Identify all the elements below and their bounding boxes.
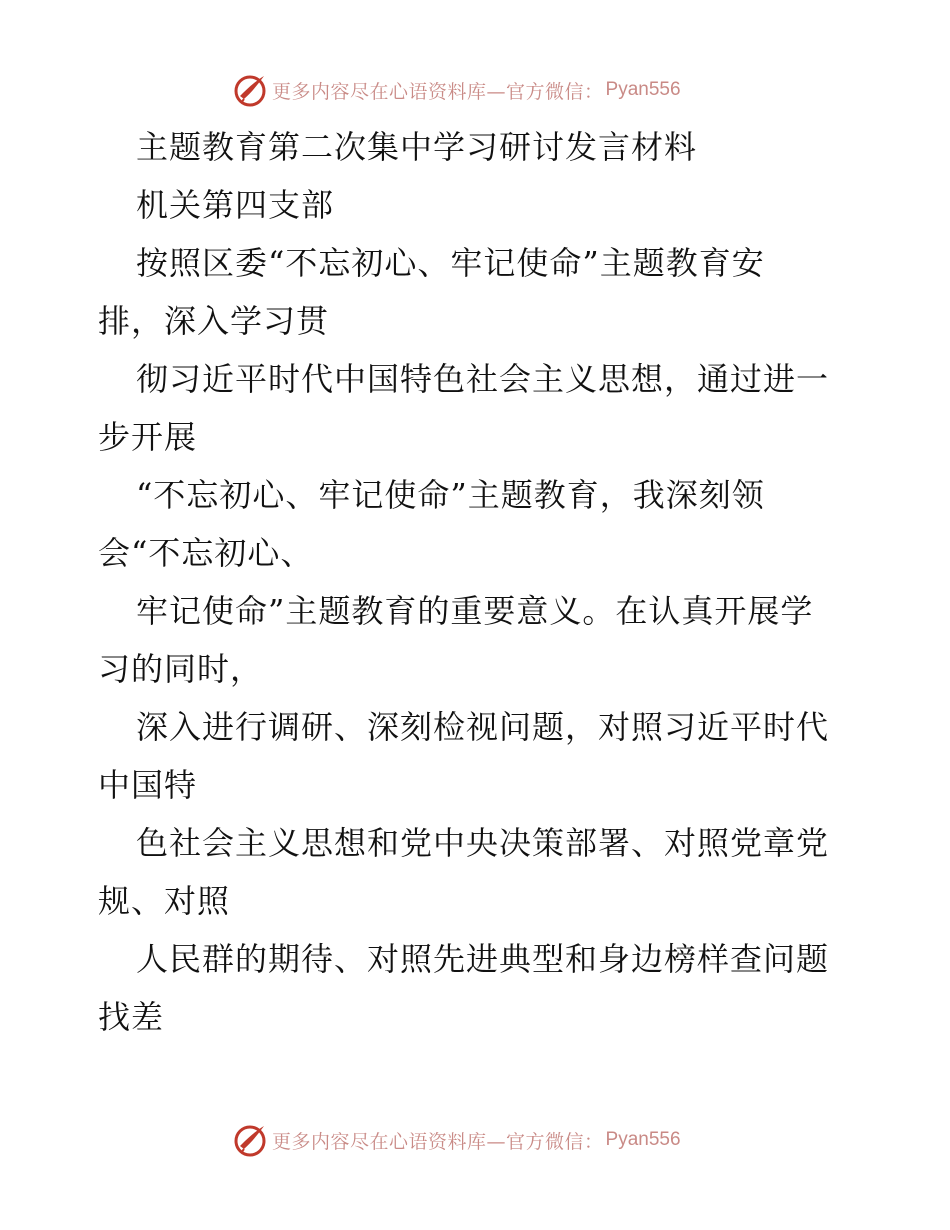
- document-line: 规、对照: [98, 882, 231, 920]
- header-watermark: [232, 72, 681, 108]
- document-line: “不忘初心、牢记使命”主题教育，我深刻领: [136, 476, 765, 514]
- document-line: 排，深入学习贯: [98, 302, 330, 340]
- document-line: 深入进行调研、深刻检视问题，对照习近平时代: [136, 708, 830, 746]
- document-line: 按照区委“不忘初心、牢记使命”主题教育安: [136, 244, 765, 282]
- document-title: 主题教育第二次集中学习研讨发言材料: [136, 128, 698, 166]
- document-body: [98, 118, 858, 1046]
- document-line: 中国特: [98, 766, 198, 804]
- document-line: 彻习近平时代中国特色社会主义思想，通过进一: [136, 360, 830, 398]
- quill-logo-icon: [232, 1122, 268, 1158]
- document-line: 会“不忘初心、: [98, 534, 314, 572]
- quill-logo-icon: [232, 72, 268, 108]
- watermark-wechat-id: Pyan556: [605, 79, 681, 100]
- document-line: 习的同时，: [98, 650, 264, 688]
- document-line: 色社会主义思想和党中央决策部署、对照党章党: [136, 824, 830, 862]
- document-line: 机关第四支部: [136, 186, 335, 224]
- footer-watermark: [232, 1122, 681, 1158]
- document-line: 人民群的期待、对照先进典型和身边榜样查问题: [136, 940, 830, 978]
- document-line: 牢记使命”主题教育的重要意义。在认真开展学: [136, 592, 814, 630]
- document-line: 步开展: [98, 418, 198, 456]
- document-line: 找差: [98, 998, 165, 1036]
- watermark-text: 更多内容尽在心语资料库—官方微信：: [272, 1130, 604, 1153]
- watermark-wechat-id: Pyan556: [605, 1129, 681, 1150]
- watermark-text: 更多内容尽在心语资料库—官方微信：: [272, 80, 604, 103]
